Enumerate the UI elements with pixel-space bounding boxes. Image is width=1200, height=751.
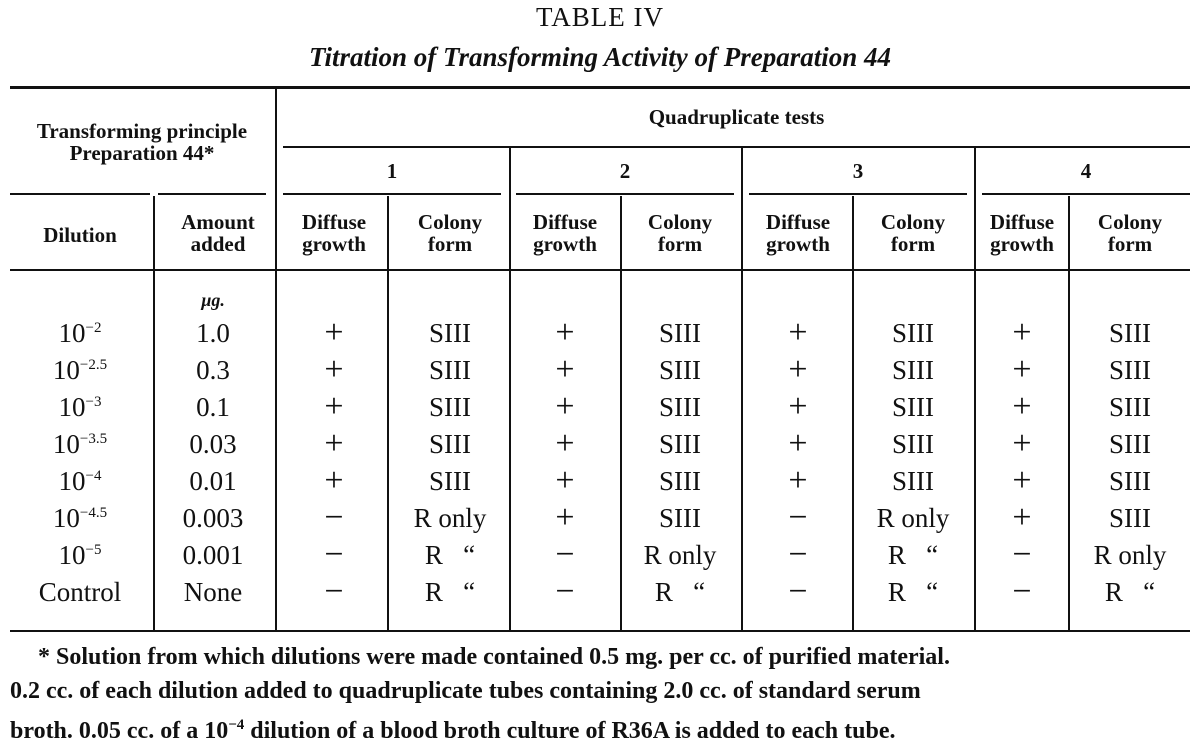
test-number-3: 3 [852,159,864,183]
colony-form-cell: SIII [892,355,934,385]
separator-t2-t3 [741,148,743,630]
separator-t3-cols [852,196,854,630]
dilution-exponent: −4.5 [79,505,108,521]
colony-form-cell: R only [413,503,487,533]
header-bottom-rule [10,269,1190,271]
colony-form-cell: R “ [887,540,939,570]
dilution-cell [10,429,150,460]
table-title: Titration of Transforming Activity of Preparation 44 [308,42,892,72]
diffuse-growth-cell: + [1012,314,1032,351]
colony-form-cell: SIII [1109,318,1151,348]
test-number-4: 4 [1080,159,1092,183]
colony-form-cell: SIII [659,429,701,459]
colony-form-cell: R “ [424,540,476,570]
amount-cell: 0.3 [196,355,230,385]
diffuse-growth-cell: + [1012,388,1032,425]
diffuse-growth-cell: − [788,536,808,573]
dilution-exponent: −4 [85,468,102,484]
colony-form-cell: SIII [892,392,934,422]
dilution-exponent: −2.5 [79,357,108,373]
colony-form-cell: R “ [654,577,706,607]
amount-cell: 0.003 [182,503,244,533]
diffuse-growth-cell: + [555,499,575,536]
diffuse-growth-cell: + [788,388,808,425]
diffuse-growth-cell: − [555,536,575,573]
colony-form-cell: SIII [892,318,934,348]
footnote-exponent: −4 [228,717,245,733]
separator-t3-t4 [974,148,976,630]
colony-form-cell: SIII [1109,503,1151,533]
separator-dilution [153,196,155,630]
dilution-cell [10,392,150,423]
test-number-rule-3 [749,193,967,195]
colony-header-1: Colony form [417,210,483,256]
footnote-line-3-end: dilution of a blood broth culture of R36A is added to each tube. [244,718,896,744]
diffuse-header-4: Diffuse growth [989,210,1055,256]
amount-cell: 0.001 [182,540,244,570]
dilution-base: 10 [58,318,86,348]
diffuse-growth-cell: + [1012,425,1032,462]
colony-form-cell: SIII [659,392,701,422]
dilution-base: Control [38,577,122,607]
diffuse-growth-cell: − [1012,573,1032,610]
colony-form-cell: SIII [429,466,471,496]
dilution-base: 10 [52,429,80,459]
separator-t2-cols [620,196,622,630]
diffuse-growth-cell: − [1012,536,1032,573]
diffuse-growth-cell: + [788,462,808,499]
amount-cell: 0.03 [189,429,237,459]
diffuse-growth-cell: − [788,573,808,610]
test-number-2: 2 [619,159,631,183]
amount-cell: 1.0 [196,318,230,348]
diffuse-growth-cell: + [324,425,344,462]
dilution-base: 10 [58,540,86,570]
diffuse-growth-cell: + [788,314,808,351]
colony-form-cell: R “ [1104,577,1156,607]
colony-form-cell: SIII [429,355,471,385]
dilution-cell [10,318,150,349]
diffuse-growth-cell: + [1012,462,1032,499]
diffuse-growth-cell: + [324,314,344,351]
diffuse-growth-cell: + [324,351,344,388]
dilution-cell [10,540,150,571]
diffuse-growth-cell: + [1012,351,1032,388]
colony-form-cell: SIII [659,466,701,496]
bottom-rule [10,630,1190,632]
left-group-rule-1 [10,193,150,195]
diffuse-growth-cell: − [324,499,344,536]
left-group-rule-2 [158,193,266,195]
diffuse-header-2: Diffuse growth [532,210,598,256]
separator-t1-cols [387,196,389,630]
colony-form-cell: SIII [429,429,471,459]
units-label: µg. [201,290,225,310]
dilution-exponent: −2 [85,320,102,336]
colony-form-cell: R only [1093,540,1167,570]
diffuse-growth-cell: + [788,351,808,388]
colony-form-cell: SIII [429,318,471,348]
diffuse-growth-cell: − [788,499,808,536]
amount-cell: 0.01 [189,466,237,496]
diffuse-growth-cell: + [1012,499,1032,536]
footnote-line-3 [10,708,1190,748]
diffuse-growth-cell: + [555,388,575,425]
footnote-line-3-start: broth. 0.05 cc. of a 10 [10,718,229,744]
amount-cell: 0.1 [196,392,230,422]
colony-form-cell: SIII [429,392,471,422]
dilution-base: 10 [58,466,86,496]
diffuse-growth-cell: + [555,462,575,499]
diffuse-growth-cell: + [324,462,344,499]
dilution-exponent: −3.5 [79,431,108,447]
colony-form-cell: R “ [887,577,939,607]
dilution-cell [10,577,150,608]
colony-form-cell: R only [876,503,950,533]
colony-form-cell: SIII [1109,466,1151,496]
dilution-base: 10 [52,503,80,533]
diffuse-growth-cell: − [324,536,344,573]
colony-form-cell: SIII [659,318,701,348]
colony-form-cell: SIII [892,429,934,459]
quadruplicate-rule [283,146,1190,148]
colony-form-cell: R “ [424,577,476,607]
left-group-header: Transforming principle Preparation 44* [36,119,248,165]
dilution-exponent: −5 [85,542,102,558]
colony-form-cell: SIII [1109,392,1151,422]
separator-t4-cols [1068,196,1070,630]
colony-header-3: Colony form [880,210,946,256]
amount-cell: None [183,577,243,607]
colony-form-cell: R only [643,540,717,570]
amount-header: Amount added [181,210,255,256]
test-number-rule-4 [982,193,1190,195]
dilution-header: Dilution [43,223,117,247]
dilution-exponent: −3 [85,394,102,410]
dilution-cell [10,466,150,497]
table-label: TABLE IV [535,2,665,32]
test-number-rule-2 [516,193,734,195]
colony-form-cell: SIII [1109,355,1151,385]
diffuse-header-1: Diffuse growth [301,210,367,256]
footnote-line-1: * Solution from which dilutions were made contained 0.5 mg. per cc. of purified material. [38,644,950,670]
diffuse-growth-cell: + [788,425,808,462]
diffuse-growth-cell: − [324,573,344,610]
test-number-rule-1 [283,193,501,195]
colony-form-cell: SIII [659,503,701,533]
diffuse-growth-cell: + [555,425,575,462]
dilution-cell [10,503,150,534]
dilution-base: 10 [58,392,86,422]
dilution-base: 10 [52,355,80,385]
top-rule [10,86,1190,89]
test-number-1: 1 [386,159,398,183]
colony-form-cell: SIII [892,466,934,496]
quadruplicate-header: Quadruplicate tests [648,105,825,129]
diffuse-growth-cell: + [324,388,344,425]
diffuse-growth-cell: − [555,573,575,610]
colony-header-2: Colony form [647,210,713,256]
separator-t1-t2 [509,148,511,630]
diffuse-header-3: Diffuse growth [765,210,831,256]
separator-left-group [275,88,277,630]
colony-form-cell: SIII [1109,429,1151,459]
diffuse-growth-cell: + [555,314,575,351]
footnote-line-2: 0.2 cc. of each dilution added to quadruplicate tubes containing 2.0 cc. of standard serum [10,678,921,704]
footnote [10,640,1190,748]
colony-header-4: Colony form [1097,210,1163,256]
dilution-cell [10,355,150,386]
colony-form-cell: SIII [659,355,701,385]
diffuse-growth-cell: + [555,351,575,388]
